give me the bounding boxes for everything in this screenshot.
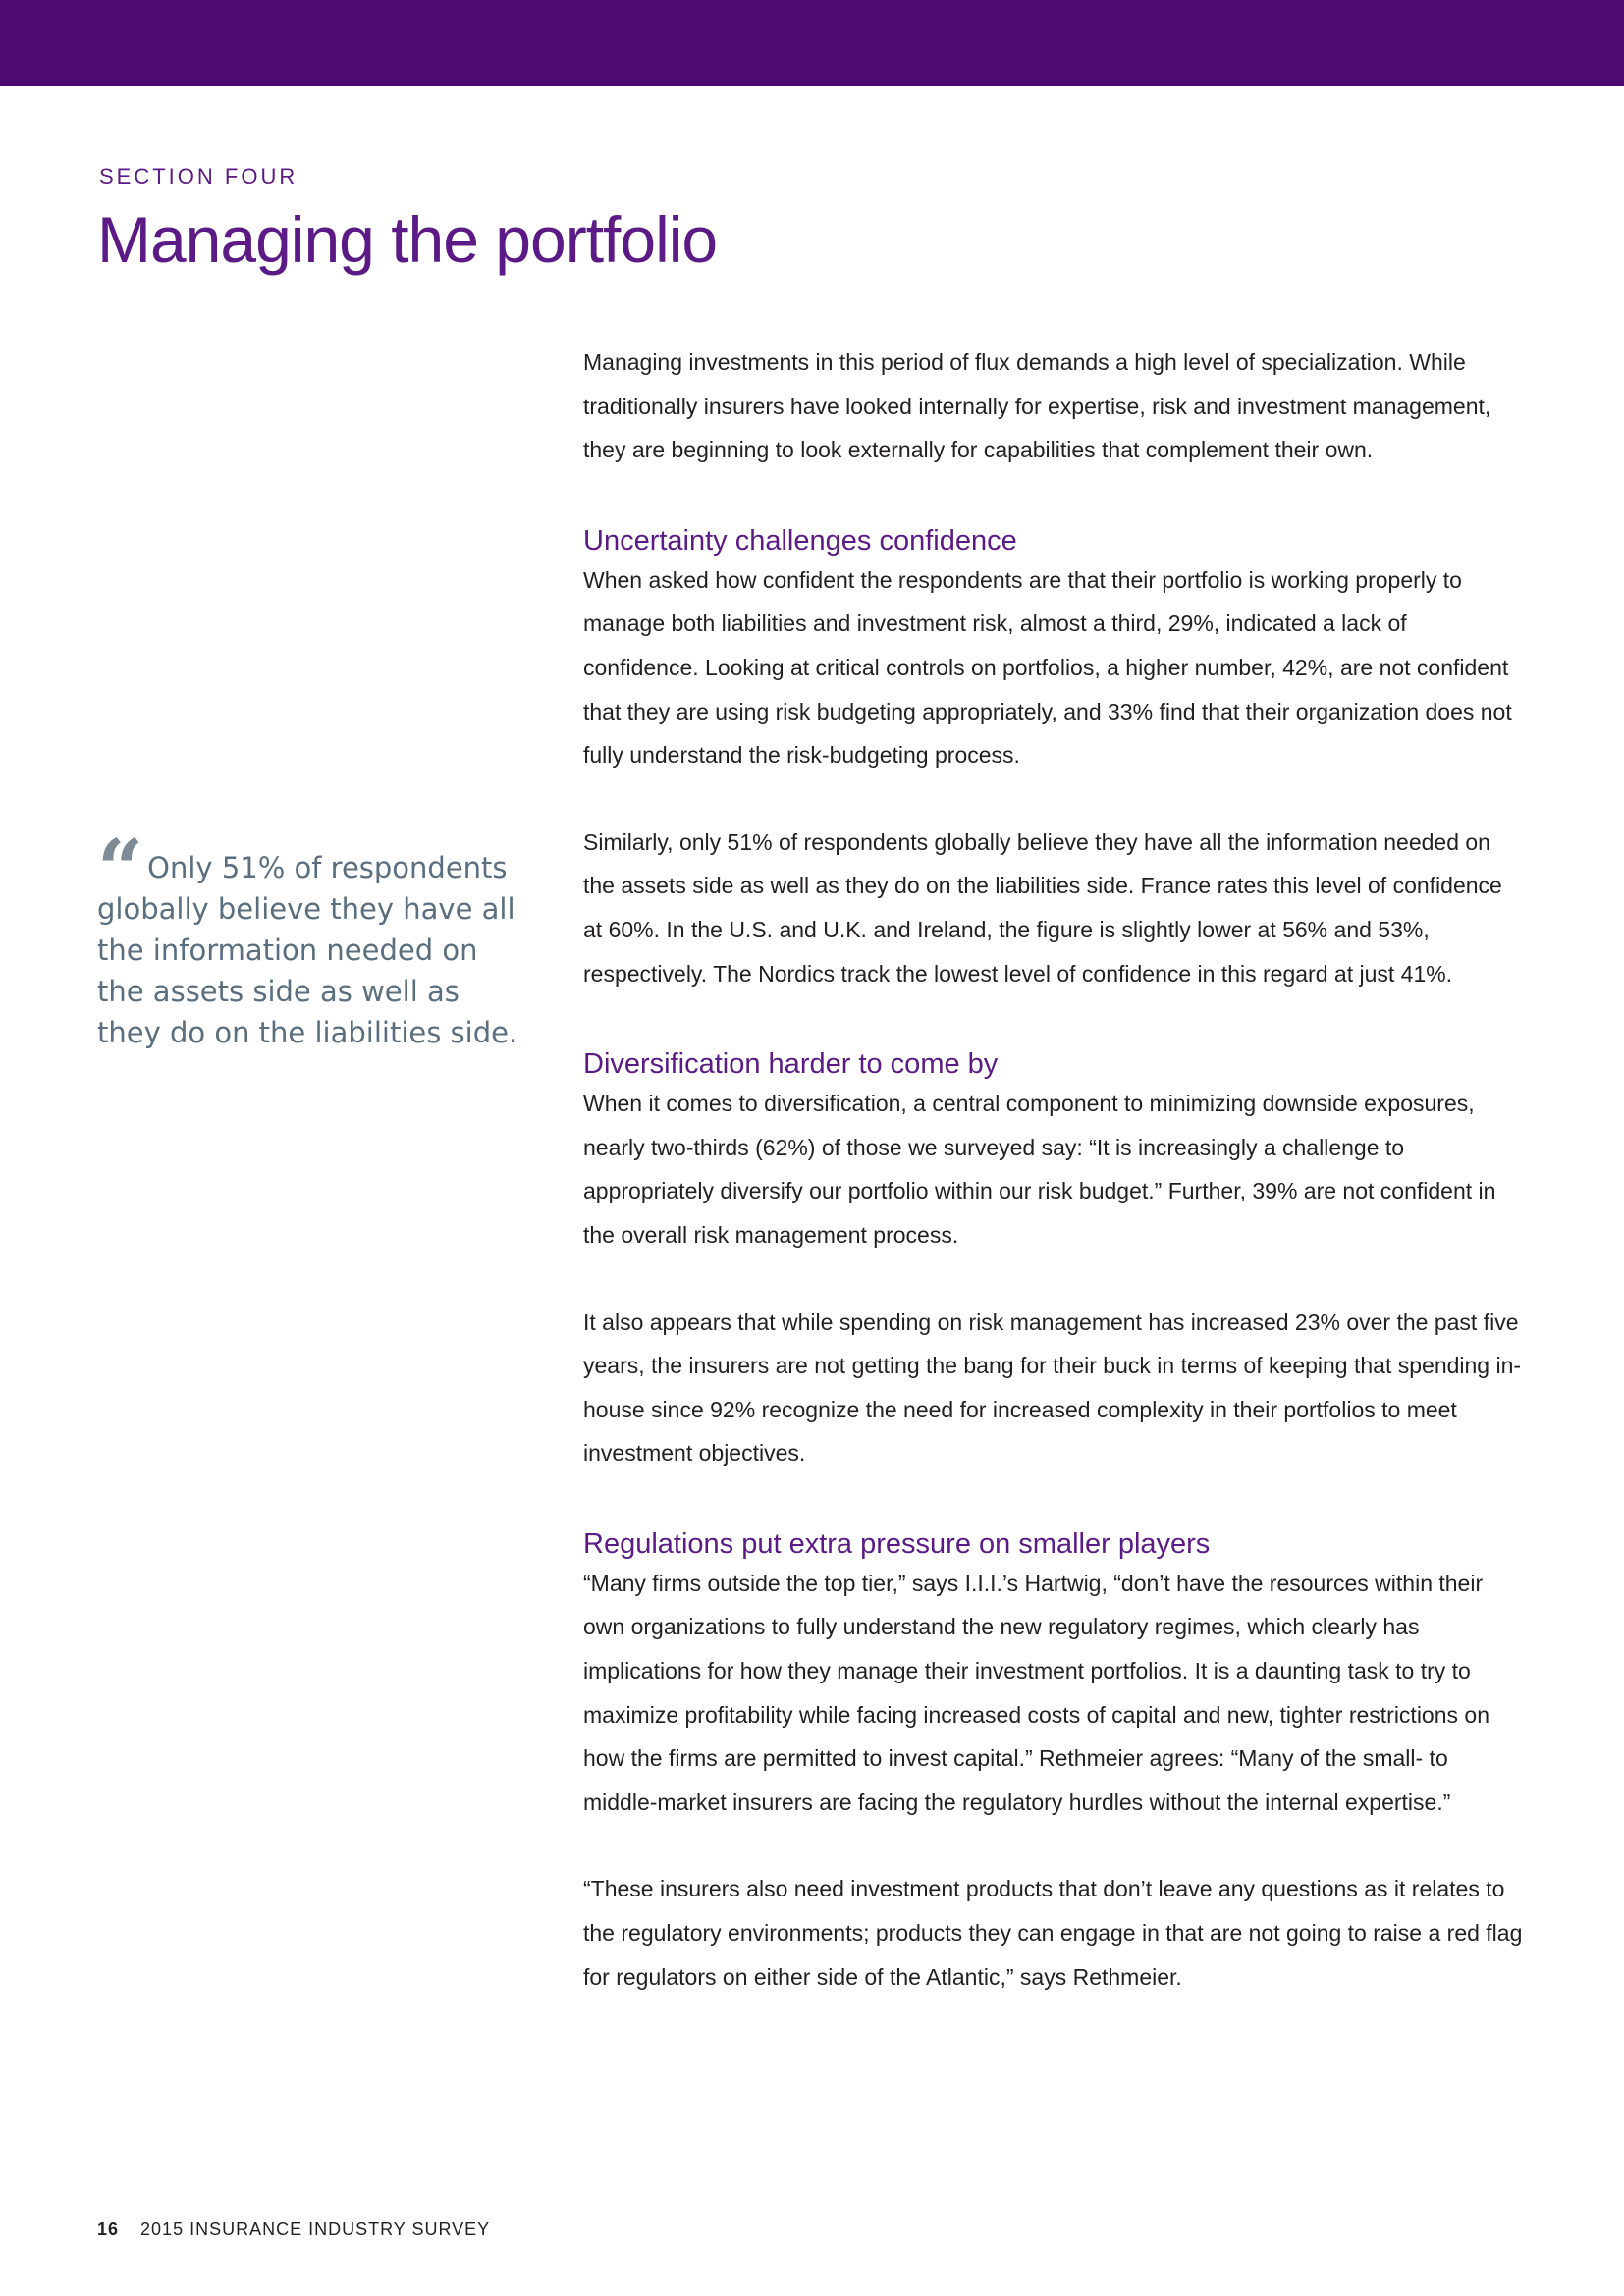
body-paragraph: It also appears that while spending on risk management has increased 23% over the past five years, the insurers are not getting the bang for their buck in terms of keeping that spending in-house since 92% recognize the need for increased complexity in their portfolios to meet investment objectives.	[583, 1308, 1522, 1467]
intro-paragraph: Managing investments in this period of flux demands a high level of specialization. While traditionally insurers have looked internally for expertise, risk and investment management, they are beginning to look externally for capabilities that complement their own.	[583, 349, 1491, 463]
body-paragraph: When it comes to diversification, a central component to minimizing downside exposures, nearly two-thirds (62%) of those we surveyed say: “It is increasingly a challenge to appropriately diversify our portfolio within our risk budget.” Further, 39% are not confident in the overall risk management process.	[583, 1091, 1496, 1248]
body-paragraph: “Many firms outside the top tier,” says I.I.I.’s Hartwig, “don’t have the resources within their own organizations to fully understand the new regulatory regimes, which clearly has implications for how they manage their investment portfolios. It is a daunting task to try to maximize profitability while facing increased costs of capital and new, tighter restrictions on how the firms are permitted to invest capital.” Rethmeier agrees: “Many of the small- to middle-market insurers are facing the regulatory hurdles without the internal expertise.”	[583, 1570, 1489, 1815]
section-heading: Regulations put extra pressure on smaller players	[583, 1527, 1211, 1560]
section-heading: Diversification harder to come by	[583, 1048, 999, 1081]
page-title: Managing the portfolio	[97, 203, 718, 276]
pull-quote	[97, 823, 529, 1053]
publication-name: 2015 INSURANCE INDUSTRY SURVEY	[140, 2219, 491, 2239]
body-paragraph: When asked how confident the respondents are that their portfolio is working properly to manage both liabilities and investment risk, almost a third, 29%, indicated a lack of confidence. Looking at critical controls on portfolios, a higher number, 42%, are not confident that they are using risk budgeting appropriately, and 33% find that their organization does not fully understand the risk-budgeting process.	[583, 566, 1512, 769]
header-band	[0, 0, 1624, 86]
quote-mark-icon: “	[97, 823, 144, 917]
pull-quote-text: Only 51% of respondents globally believe they have all the information needed on the assets side as well as they do on the liabilities side.	[97, 851, 518, 1049]
page-footer	[97, 2219, 490, 2240]
section-label: SECTION FOUR	[99, 164, 298, 188]
section-heading: Uncertainty challenges confidence	[583, 524, 1017, 557]
page-number: 16	[97, 2219, 120, 2239]
body-paragraph: Similarly, only 51% of respondents globally believe they have all the information needed on the assets side as well as they do on the liabilities side. France rates this level of confidence at 60%. In the U.S. and U.K. and Ireland, the figure is slightly lower at 56% and 53%, respectively. The Nordics track the lowest level of confidence in this regard at just 41%.	[583, 828, 1502, 987]
main-column	[583, 341, 1526, 1999]
body-paragraph: “These insurers also need investment products that don’t leave any questions as it relates to the regulatory environments; products they can engage in that are not going to raise a red flag for regulators on either side of the Atlantic,” says Rethmeier.	[583, 1876, 1523, 1990]
